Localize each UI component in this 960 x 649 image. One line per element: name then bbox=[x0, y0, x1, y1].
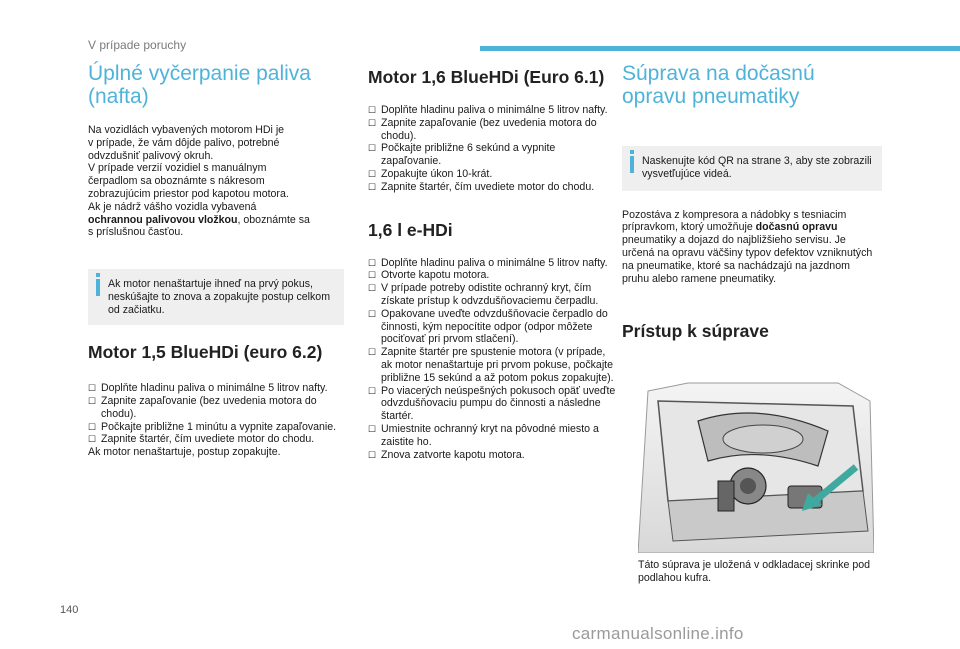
step-text: Zapnite štartér, čím uvediete motor do chodu. bbox=[101, 433, 315, 446]
info-text: Naskenujte kód QR na strane 3, aby ste zobrazili vysvetľujúce videá. bbox=[642, 155, 872, 180]
watermark: carmanualsonline.info bbox=[572, 624, 744, 643]
step-text: Umiestnite ochranný kryt na pôvodné miesto a zaistite ho. bbox=[381, 422, 599, 448]
list-item bbox=[368, 269, 618, 282]
list-item bbox=[368, 117, 618, 143]
column-2 bbox=[368, 62, 618, 461]
steps-motor-15 bbox=[88, 382, 344, 446]
step-text: Otvorte kapotu motora. bbox=[381, 269, 490, 282]
list-item bbox=[88, 395, 344, 421]
trunk-caption: Táto súprava je uložená v odkladacej skrinke pod podlahou kufra. bbox=[638, 559, 871, 584]
section-label: V prípade poruchy bbox=[88, 38, 187, 52]
list-item bbox=[368, 346, 618, 384]
para-line bbox=[88, 214, 344, 227]
title-fuel-exhaustion: Úplné vyčerpanie paliva (nafta) bbox=[88, 62, 311, 108]
checkbox-bullet-icon: ☐ bbox=[88, 434, 97, 445]
step-text: Po viacerých neúspešných pokusoch opäť uveďte odvzdušňovaciu pumpu do činnosti a následne štartér. bbox=[381, 384, 616, 423]
list-item bbox=[88, 421, 344, 434]
checkbox-bullet-icon: ☐ bbox=[88, 421, 97, 432]
step-text: Zapnite štartér pre spustenie motora (v prípade, ak motor nenaštartuje pri prvom pokuse, počkajte približne 15 sekúnd a až potom pokus zopakujte). bbox=[381, 346, 614, 384]
step-text: Počkajte približne 1 minútu a vypnite zapaľovanie. bbox=[101, 420, 337, 433]
checkbox-bullet-icon: ☐ bbox=[88, 383, 97, 394]
heading-motor-15: Motor 1,5 BlueHDi (euro 6.2) bbox=[88, 342, 323, 363]
checkbox-bullet-icon: ☐ bbox=[368, 347, 377, 358]
para-line: Ak je nádrž vášho vozidla vybavená bbox=[88, 200, 257, 213]
checkbox-bullet-icon: ☐ bbox=[368, 385, 377, 396]
step-text: Znova zatvorte kapotu motora. bbox=[381, 448, 525, 461]
checkbox-bullet-icon: ☐ bbox=[368, 423, 377, 434]
para-line: zobrazujúcim priestor pod kapotou motora. bbox=[88, 187, 289, 200]
step-text: Zapnite zapaľovanie (bez uvedenia motora do chodu). bbox=[381, 116, 597, 142]
checkbox-bullet-icon: ☐ bbox=[368, 105, 377, 115]
checkbox-bullet-icon: ☐ bbox=[368, 270, 377, 281]
list-item bbox=[368, 142, 618, 168]
column-3 bbox=[622, 62, 884, 342]
list-item bbox=[368, 168, 618, 181]
step-text: Doplňte hladinu paliva o minimálne 5 litrov nafty. bbox=[101, 382, 328, 395]
list-item bbox=[368, 308, 618, 346]
repair-kit-paragraph bbox=[622, 209, 878, 286]
list-item bbox=[88, 433, 344, 446]
list-item bbox=[368, 257, 618, 270]
header-accent-bar bbox=[480, 46, 960, 51]
steps-e-hdi bbox=[368, 257, 618, 462]
para-line: Na vozidlách vybavených motorom HDi je bbox=[88, 124, 285, 136]
step-text: Opakovane uveďte odvzdušňovacie čerpadlo do činnosti, kým nepocítite odpor (odpor môžete pociťovať pri prvom stlačení). bbox=[381, 307, 608, 346]
checkbox-bullet-icon: ☐ bbox=[368, 117, 377, 128]
list-item bbox=[368, 385, 618, 423]
title-repair-kit: Súprava na dočasnú opravu pneumatiky bbox=[622, 62, 815, 108]
checkbox-bullet-icon: ☐ bbox=[368, 257, 377, 268]
para-line: v prípade, že vám dôjde palivo, potrebné bbox=[88, 136, 280, 149]
para-text: , oboznámte sa bbox=[237, 213, 310, 226]
step-text: Zopakujte úkon 10-krát. bbox=[381, 167, 493, 180]
steps-motor-16 bbox=[368, 104, 618, 194]
list-item bbox=[368, 104, 618, 117]
trunk-illustration bbox=[638, 381, 874, 553]
list-item bbox=[368, 423, 618, 449]
para-text: Pozostáva z kompresora a nádobky s tesniacim prípravkom, ktorý umožňuje bbox=[622, 208, 847, 234]
para-line: V prípade verzií vozidiel s manuálnym bbox=[88, 162, 267, 175]
para-line: s príslušnou časťou. bbox=[88, 226, 184, 239]
step-text: Počkajte približne 6 sekúnd a vypnite zapaľovanie. bbox=[381, 142, 556, 168]
bold-term: ochrannou palivovou vložkou bbox=[88, 213, 238, 226]
list-item bbox=[368, 449, 618, 462]
checkbox-bullet-icon: ☐ bbox=[368, 283, 377, 294]
heading-motor-16-euro61: Motor 1,6 BlueHDi (Euro 6.1) bbox=[368, 67, 605, 87]
para-line: odvzdušniť palivový okruh. bbox=[88, 149, 214, 162]
list-item bbox=[368, 282, 618, 308]
info-box-restart bbox=[88, 269, 344, 325]
info-box-qr bbox=[622, 146, 882, 191]
bold-term: dočasnú opravu bbox=[755, 221, 838, 234]
info-icon bbox=[96, 279, 100, 296]
step-text: Zapnite štartér, čím uvediete motor do chodu. bbox=[381, 180, 595, 193]
repeat-note: Ak motor nenaštartuje, postup zopakujte. bbox=[88, 446, 281, 459]
checkbox-bullet-icon: ☐ bbox=[368, 181, 377, 192]
step-text: Zapnite zapaľovanie (bez uvedenia motora do chodu). bbox=[101, 394, 317, 420]
page-number: 140 bbox=[60, 604, 79, 616]
info-icon bbox=[630, 156, 634, 173]
heading-e-hdi: 1,6 l e-HDi bbox=[368, 219, 453, 240]
step-text: V prípade potreby odistite ochranný kryt, čím získate prístup k odvzdušňovaciemu čerpadlu. bbox=[381, 282, 599, 307]
fuel-exhaustion-paragraph bbox=[88, 124, 344, 239]
column-1 bbox=[88, 62, 344, 459]
info-text: Ak motor nenaštartuje ihneď na prvý pokus, neskúšajte to znova a zopakujte postup celkom od začiatku. bbox=[108, 278, 331, 316]
checkbox-bullet-icon: ☐ bbox=[88, 395, 97, 406]
heading-kit-access: Prístup k súprave bbox=[622, 321, 769, 342]
step-text: Doplňte hladinu paliva o minimálne 5 litrov nafty. bbox=[381, 104, 608, 116]
para-line: čerpadlom sa oboznámte s nákresom bbox=[88, 175, 265, 188]
step-text: Doplňte hladinu paliva o minimálne 5 litrov nafty. bbox=[381, 256, 608, 269]
list-item bbox=[368, 181, 618, 194]
para-text: pneumatiky a dojazd do najbližšieho servisu. Je určená na opravu väčšiny typov defektov vzniknutých na pneumatike, ktoré sa nachádzajú na jazdnom pruhu alebo ramene pneumatiky. bbox=[622, 234, 873, 285]
checkbox-bullet-icon: ☐ bbox=[368, 308, 377, 319]
checkbox-bullet-icon: ☐ bbox=[368, 168, 377, 179]
checkbox-bullet-icon: ☐ bbox=[368, 143, 377, 154]
list-item bbox=[88, 382, 344, 395]
checkbox-bullet-icon: ☐ bbox=[368, 449, 377, 460]
